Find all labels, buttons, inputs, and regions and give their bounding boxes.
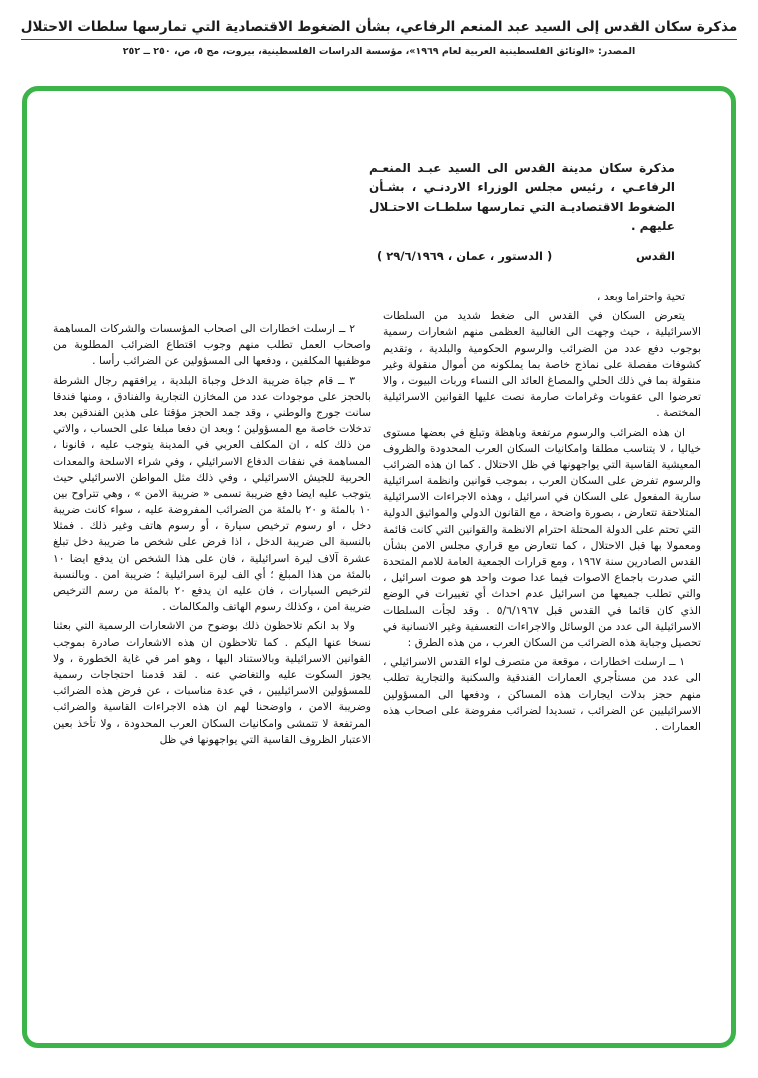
heading-line-4: عليهم . [630,219,675,234]
source-line: المصدر: «الوثائق الفلسطينية العربية لعام ١٩٦٩»، مؤسسة الدراسات الفلسطينية، بيروت، مج ٥، ص، ٢٥٠ ــ ٢٥٢ [122,46,636,57]
document-frame [22,86,736,1048]
dateline-city: القدس [635,249,675,263]
heading-line-3: الضغوط الاقتصاديـة التي تمارسها سلطـات الاحتـلال [369,199,675,214]
column-right [383,289,701,738]
page-header [0,0,758,57]
paragraph-salutation: تحية واحتراما وبعد ، [596,290,685,303]
dateline [369,249,675,263]
paragraph-item-3: ٣ ــ قام جباة ضريبة الدخل وجباة البلدية ، يرافقهم رجال الشرطة بالحجز على موجودات عدد من المخازن التجارية والفنادق ، ومنها فندقا سانت جورج والوطني ، وقد جمد الحجز مؤقتا على هذين الفندقين بعد تدخلات خاصة مع المسؤولين ؛ وبعد ان دفعا مبلغا على الحساب ، والاتي من ذلك كله ، ان المكلف العربي في المدينة يتوجب عليه ، قانونا ، المساهمة في نفقات الدفاع الاسرائيلي ، وفي شراء الاسلحة والمعدات الحربية للجيش الاسرائيلي ، وفي ذلك مثل المواطن الاسرائيلي حيث يتوجب عليه ايضا دفع ضريبة تسمى « ضريبة الامن » ، وهي تتراوح بين ١٠ بالمئة و ٢٠ بالمئة من الضرائب المفروضة عليه ، سواء كانت ضريبة دخل ، او رسوم ترخيص سيارة ، أو رسوم هاتف وغير ذلك . فمثلا بالنسبة الى ضريبة الدخل ، اذا فرض على شخص ما ضريبة دخل تبلغ عشرة آلاف ليرة اسرائيلية ، فان على هذا الشخص ان يدفع ايضا ١٠ بالمئة من هذا المبلغ ؛ أي الف ليرة اسرائيلية ؛ ضريبة امن . وبالنسبة لترخيص السيارات ، فان عليه ان يدفع ٢٠ بالمئة من رسم الترخيص ضريبة امن ، وكذلك رسوم الهاتف والمكالمات . [53,373,371,614]
paragraph: ولا بد انكم تلاحظون ذلك بوضوح من الاشعارات الرسمية التي بعثنا نسخا عنها اليكم . كما تلاحظون ان هذه الاشعارات صادرة بموجب القوانين الاسرائيلية وبالاستناد اليها ، وهو امر في غاية الخطورة ، ولا يجوز السكوت عليه والتغاضي عنه . لقد قدمنا احتجاجات رسمية للمسؤولين الاسرائيليين ، في عدة مناسبات ، عن فرض هذه الضرائب وضريبة الامن ، واوضحنا لهم ان هذه الاجراءات القاسية والضرائب المرتفعة لا تتمشى وامكانيات السكان العرب المحدودة ، ولا تأخذ بعين الاعتبار الظروف القاسية التي يواجهونها في ظل [53,619,371,746]
heading-line-2: الرفاعـي ، رئيس مجلس الوزراء الاردنـي ، بشـأن [369,180,675,195]
heading-line-1: مذكرة سكان مدينة القدس الى السيد عبـد المنعـم [369,161,675,175]
memo-heading [369,159,675,237]
paragraph-item-2: ٢ ــ ارسلت اخطارات الى اصحاب المؤسسات والشركات المساهمة واصحاب العمل تطلب منهم وجوب اقتطاع الضرائب المطلوبة من موظفيها المكلفين ، ودفعها الى المسؤولين عن الضرائب رأسا . [53,322,371,368]
document-scan [27,91,731,1043]
page-title: مذكرة سكان القدس إلى السيد عبد المنعم الرفاعي، بشأن الضغوط الاقتصادية التي تمارسها سلطات الاحتلال [21,19,737,40]
paragraph: ان هذه الضرائب والرسوم مرتفعة وباهظة وتبلغ في بعضها مستوى خياليا ، لا يتناسب مطلقا وامكانيات السكان العرب المحدودة والظروف المعيشية القاسية التي يواجهونها في ظل الاحتلال . كما ان هذه الضرائب والرسوم تفرض على السكان العرب ، بموجب قوانين وانظمة اسرائيلية سارية المفعول على السكان في اسرائيل ، وهذه الاجراءات الاسرائيلية المتلاحقة تتعارض ، بصورة واضحة ، مع القانون الدولي والمواثيق الدولية التي تحتم على الدولة المحتلة احترام الانظمة والقوانين التي كانت قائمة ومعمولا بها قبل الاحتلال ، كما تتعارض مع قراري مجلس الامن بشأن القدس الصادرين سنة ١٩٦٧ ، ومع قرارات الجمعية العامة للامم المتحدة التي صدرت باجماع الاصوات فيما عدا صوت واحد هو صوت اسرائيل ، والتي تطلب جميعها من اسرائيل عدم احداث أي تغييرات في الوضع الذي كان قائما في القدس قبل ٥/٦/١٩٦٧ . وقد لجأت السلطات الاسرائيلية الى عدد من الوسائل والاجراءات التعسفية وغير الانسانية في تحصيل وجباية هذه الضرائب من السكان العرب ، من هذه الطرق : [383,425,701,649]
paragraph-item-1: ١ ــ ارسلت اخطارات ، موقعة من متصرف لواء القدس الاسرائيلي ، الى عدد من مستأجري العمارات الفندقية والسكنية والتجارية تطلب منهم حجز بدلات ايجارات هذه المساكن ، ودفعها الى المسؤولين الاسرائيليين عن الضرائب ، تسديدا لضرائب مفروضة على اصحاب هذه العمارات . [383,655,701,733]
dateline-reference: ( الدستور ، عمان ، ٢٩/٦/١٩٦٩ ) [377,249,553,263]
paragraph: يتعرض السكان في القدس الى ضغط شديد من السلطات الاسرائيلية ، حيث وجهت الى الغالبية العظمى منهم اشعارات رسمية بوجوب دفع عدد من الضرائب والرسوم الحكومية والبلدية ، وتقديم كشوفات مفصلة على نماذج خاصة بما يملكونه من أموال منقولة وغير منقولة بما في ذلك الحلي والمصاغ العائد الى النساء وربات البيوت ، والا تعرضوا الى عقوبات وغرامات صارمة نصت عليها القوانين الاسرائيلية المختصة . [383,309,701,420]
column-left [53,321,371,751]
